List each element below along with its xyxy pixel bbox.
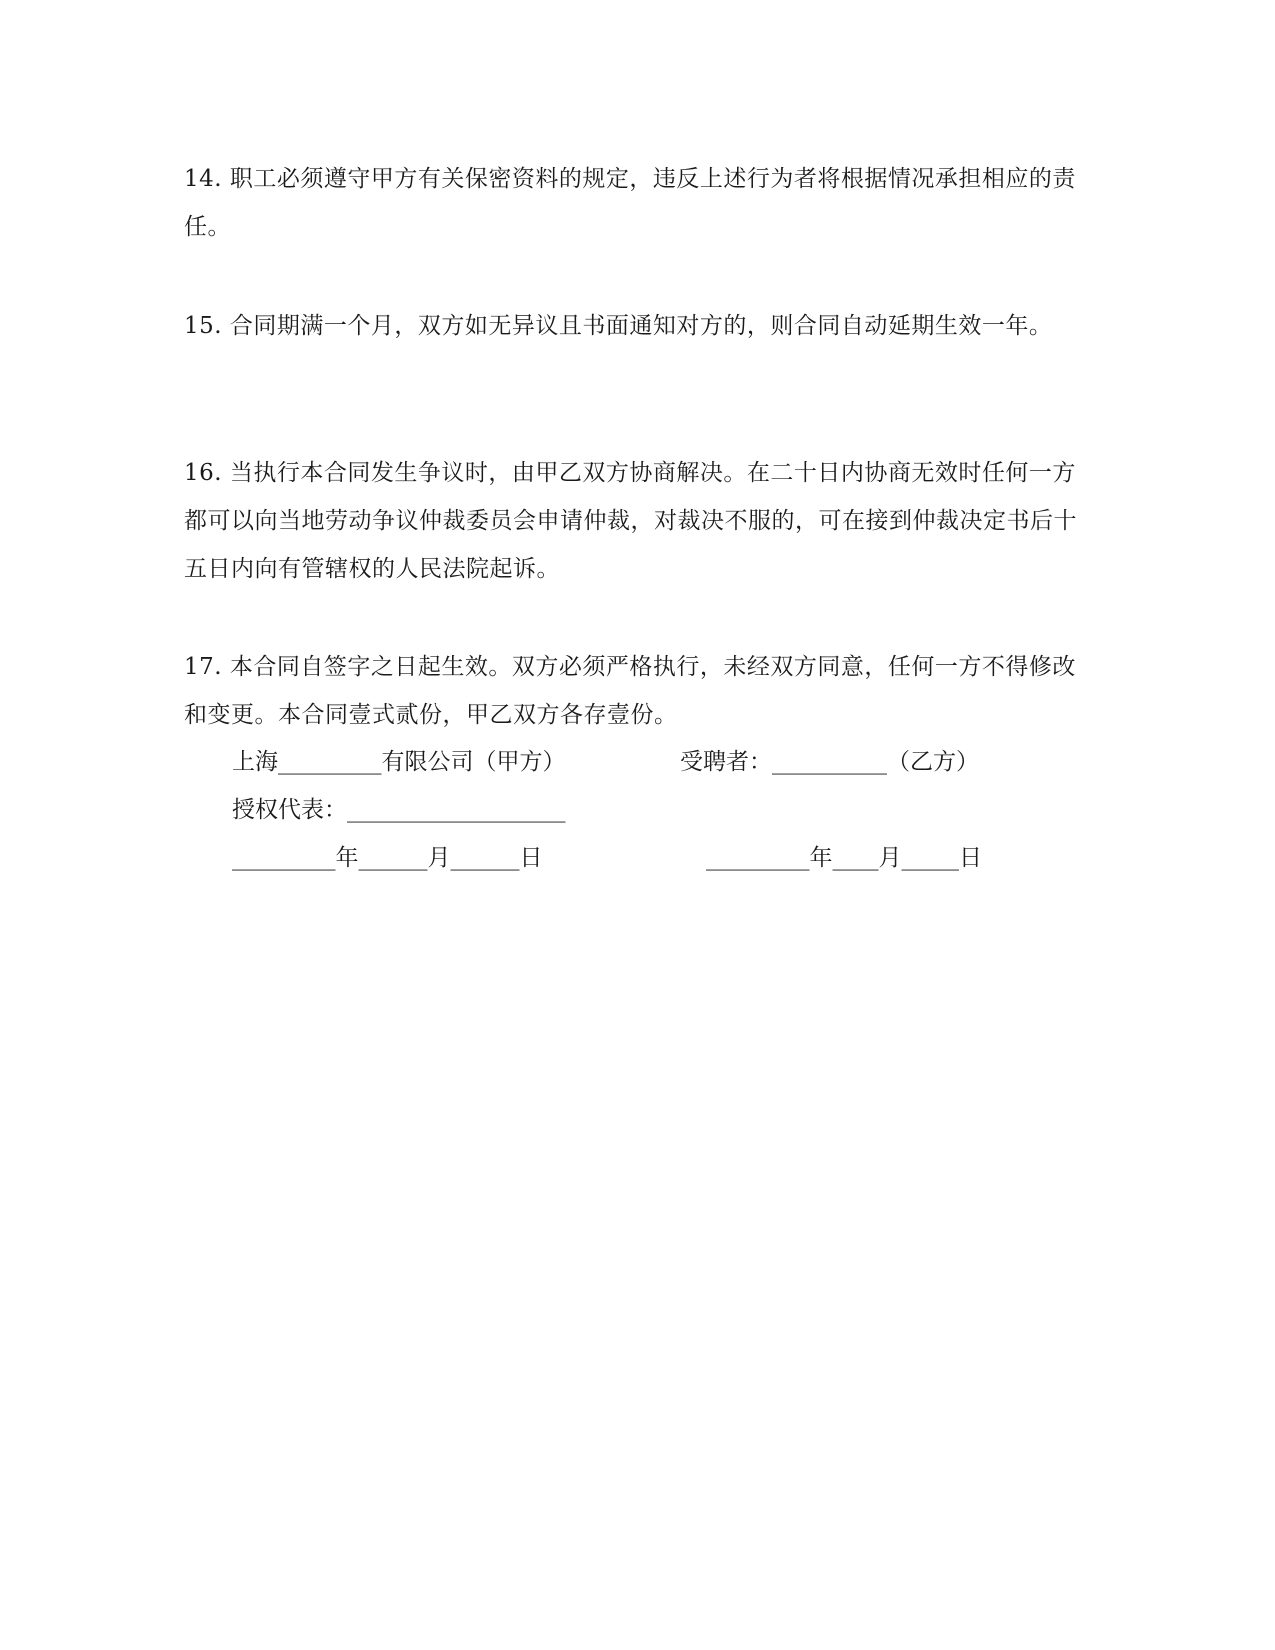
signature-company: 上海_________有限公司（甲方） [232, 749, 566, 775]
clause-14: 14. 职工必须遵守甲方有关保密资料的规定，违反上述行为者将根据情况承担相应的责任。 [184, 166, 1076, 240]
signature-representative: 授权代表：___________________ [232, 797, 566, 823]
signature-date-party-a: _________年______月______日 [232, 845, 543, 871]
signature-date-party-b: _________年____月_____日 [706, 845, 982, 871]
signature-employee: 受聘者：__________（乙方） [680, 749, 979, 775]
clause-17: 17. 本合同自签字之日起生效。双方必须严格执行，未经双方同意，任何一方不得修改和变更。本合同壹式贰份，甲乙双方各存壹份。 [184, 654, 1076, 728]
clause-16: 16. 当执行本合同发生争议时，由甲乙双方协商解决。在二十日内协商无效时任何一方都可以向当地劳动争议仲裁委员会申请仲裁，对裁决不服的，可在接到仲裁决定书后十五日内向有管辖权的人民法院起诉。 [184, 460, 1077, 582]
clause-15: 15. 合同期满一个月，双方如无异议且书面通知对方的，则合同自动延期生效一年。 [184, 313, 1053, 339]
